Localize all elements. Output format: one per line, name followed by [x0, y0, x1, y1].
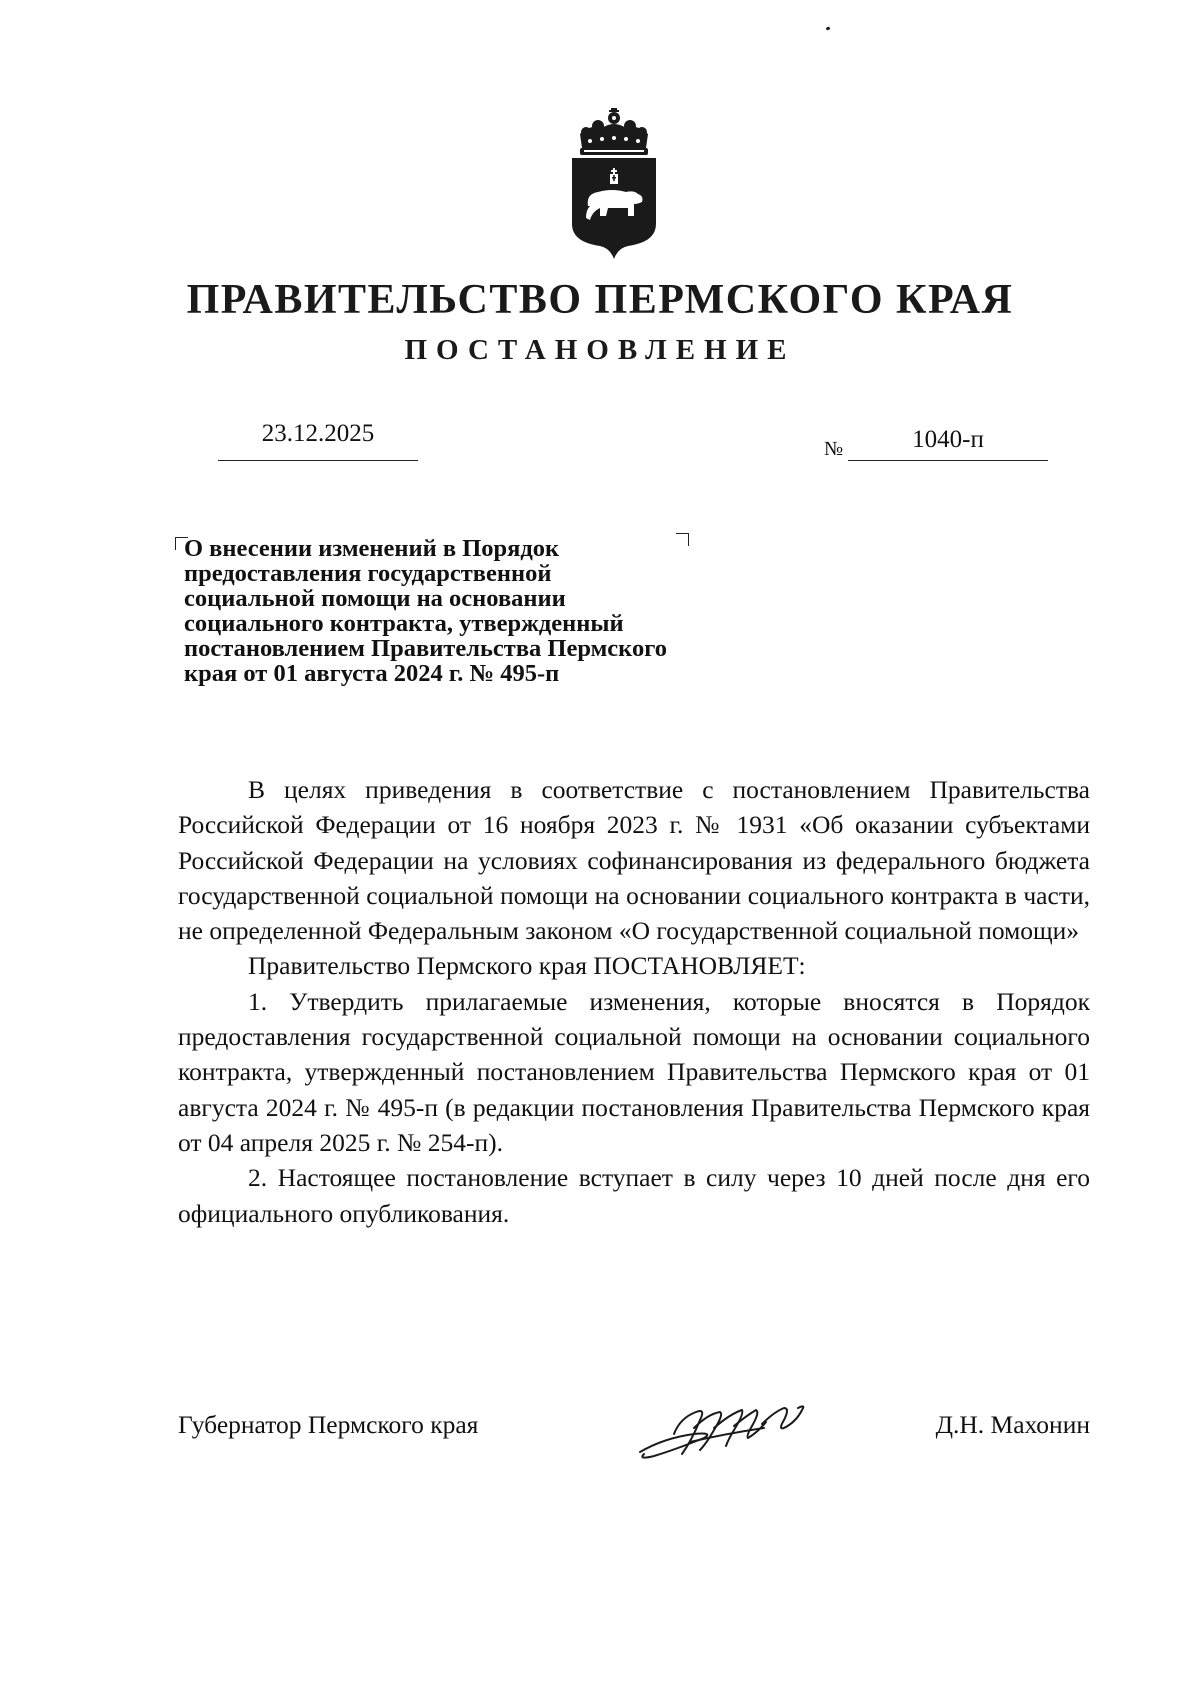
document-type: ПОСТАНОВЛЕНИЕ: [404, 334, 796, 366]
body-paragraph-item-2: 2. Настоящее постановление вступает в силу через 10 дней после дня его официального опубликования.: [178, 1163, 1090, 1228]
coat-of-arms-icon: [568, 108, 660, 260]
organization-title: ПРАВИТЕЛЬСТВО ПЕРМСКОГО КРАЯ: [186, 277, 1014, 323]
subject-line: социального контракта, утвержденный: [184, 610, 624, 637]
body-paragraph-item-1: 1. Утвердить прилагаемые изменения, которые вносятся в Порядок предоставления государственной социальной помощи на основании социального контракта, утвержденный постановлением Правительства Пермского края от 01 августа 2024 г. № 495-п (в редакции постановления Правительства Пермского края от 04 апреля 2025 г. № 254-п).: [178, 986, 1090, 1157]
subject-line: постановлением Правительства Пермского: [184, 635, 667, 662]
signer-title: Губернатор Пермского края: [178, 1410, 479, 1439]
body-paragraph-preamble: В целях приведения в соответствие с постановлением Правительства Российской Федерации от 16 ноября 2023 г. № 1931 «Об оказании субъектами Российской Федерации на условиях софинансирования из федерального бюджета государственной социальной помощи на основании социального контракта в части, не определенной Федеральным законом «О государственной социальной помощи»: [178, 775, 1090, 946]
document-subject: [184, 536, 784, 686]
crown-icon: [580, 108, 648, 155]
subject-line: предоставления государственной: [184, 560, 552, 587]
document-body: [178, 772, 1090, 1231]
number-underline: [848, 460, 1048, 461]
body-paragraph-resolves: Правительство Пермского края ПОСТАНОВЛЯЕТ:: [248, 951, 806, 981]
date-underline: [218, 460, 418, 461]
scan-speck: [826, 26, 831, 30]
signer-name: Д.Н. Махонин: [935, 1410, 1090, 1439]
handwritten-signature-icon: [634, 1398, 820, 1468]
document-number: 1040-п: [912, 426, 984, 453]
number-sign: №: [824, 438, 844, 460]
subject-line: О внесении изменений в Порядок: [184, 535, 560, 562]
document-date: 23.12.2025: [261, 420, 375, 447]
subject-line: края от 01 августа 2024 г. № 495-п: [184, 660, 560, 687]
subject-line: социальной помощи на основании: [184, 585, 566, 612]
